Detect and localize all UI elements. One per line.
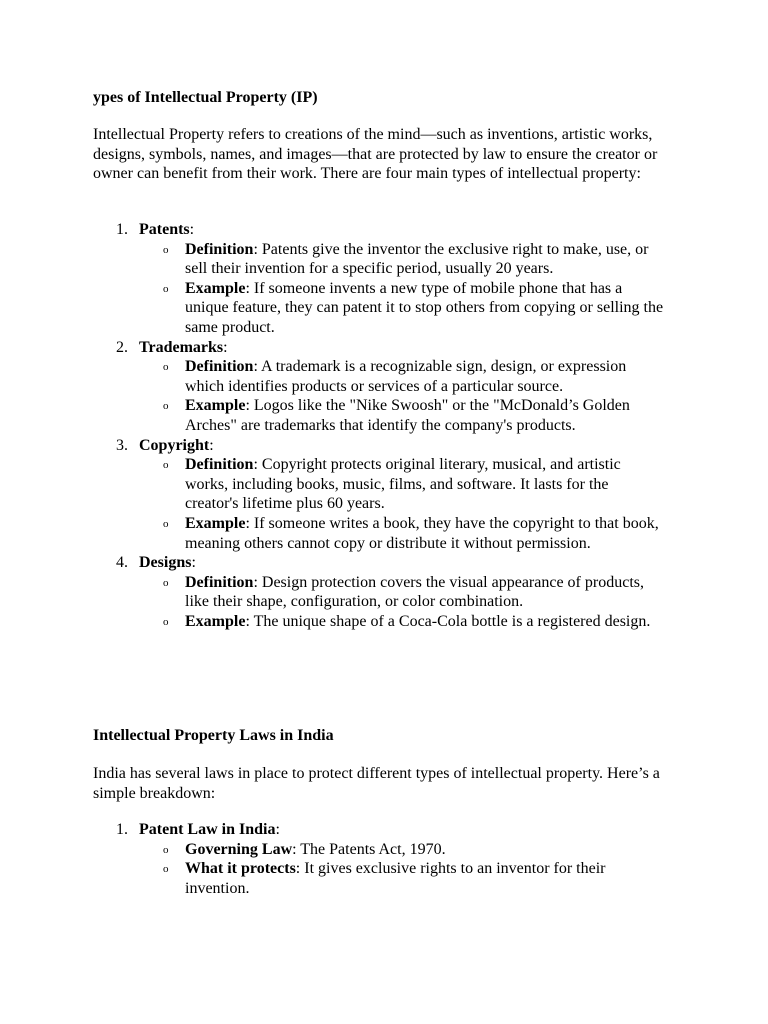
list-number: 2. [116,338,128,356]
list-item: 3. Copyright: [116,436,214,454]
sub-item [93,240,665,279]
list-item: 1. Patents: [116,221,195,238]
list-number: 1. [116,221,128,238]
list-number: 3. [116,436,128,454]
section-heading-ip-laws-india: Intellectual Property Laws in India [93,727,334,744]
list-item-title: Patents [139,221,190,238]
sub-item [93,612,665,632]
ip-types-list [93,220,683,631]
sub-item [93,279,665,338]
sub-item-text: : Copyright protects original literary, musical, and artistic works, including books, music, films, and software. It lasts for the creator's lifetime plus 60 years. [185,456,621,513]
sub-item-text: : The unique shape of a Coca-Cola bottle is a registered design. [245,612,651,630]
sub-item [93,396,665,435]
bullet-icon: o [163,400,169,413]
sub-item-label: Definition [185,240,254,258]
list-number: 4. [116,554,128,572]
list-item-title: Patent Law in India [139,821,276,838]
bullet-icon: o [163,576,169,589]
sub-item-label: Example [185,279,246,297]
ip-laws-list [93,820,683,898]
sub-item-text: : A trademark is a recognizable sign, design, or expression which identifies products or services of a particular source. [185,358,627,395]
list-item: 4. Designs: [116,554,196,572]
list-item-title: Trademarks [139,338,224,356]
bullet-icon: o [163,517,169,530]
sub-item-text: : If someone writes a book, they have the copyright to that book, meaning others cannot copy or distribute it without permission. [185,514,659,552]
sub-item [93,859,665,898]
bullet-icon: o [163,863,169,876]
section-heading-ip-types: ypes of Intellectual Property (IP) [93,89,318,106]
list-item-title: Designs [139,554,192,572]
sub-item-label: Definition [185,573,254,591]
sub-item-text: : It gives exclusive rights to an inventor for their invention. [185,860,606,897]
list-item: 1. Patent Law in India: [116,821,280,838]
list-item: 2. Trademarks: [116,338,228,356]
sub-item-text: : Patents give the inventor the exclusive right to make, use, or sell their invention for a specific period, usually 20 years. [185,240,649,278]
intro-paragraph: Intellectual Property refers to creations of the mind—such as inventions, artistic works, designs, symbols, names, and images—that are protected by law to ensure the creator or owner can benefit from their work. There are four main types of intellectual property: [93,126,658,183]
sub-item [93,357,665,396]
sub-item-label: Example [185,612,246,630]
bullet-icon: o [163,282,169,295]
sub-item [93,514,665,553]
sub-item-label: What it protects [185,860,296,878]
sub-item-label: Example [185,514,246,532]
bullet-icon: o [163,459,169,472]
sub-item-text: : If someone invents a new type of mobile phone that has a unique feature, they can patent it to stop others from copying or selling the same product. [185,279,664,336]
bullet-icon: o [163,361,169,374]
sub-item [93,573,665,612]
laws-intro-paragraph: India has several laws in place to protect different types of intellectual property. Here’s a simple breakdown: [93,765,660,802]
sub-item-text: : The Patents Act, 1970. [292,840,446,858]
list-item-title: Copyright [139,436,210,454]
sub-item-label: Definition [185,456,254,474]
sub-item [93,840,665,860]
bullet-icon: o [163,615,169,628]
sub-item-label: Definition [185,358,254,376]
sub-item-label: Example [185,397,246,415]
sub-item [93,455,665,514]
sub-item-text: : Design protection covers the visual appearance of products, like their shape, configuration, or color combination. [185,573,644,611]
bullet-icon: o [163,843,169,856]
list-number: 1. [116,821,128,838]
sub-item-text: : Logos like the "Nike Swoosh" or the "McDonald’s Golden Arches" are trademarks that identify the company's products. [185,397,630,434]
bullet-icon: o [163,243,169,256]
sub-item-label: Governing Law [185,840,293,858]
